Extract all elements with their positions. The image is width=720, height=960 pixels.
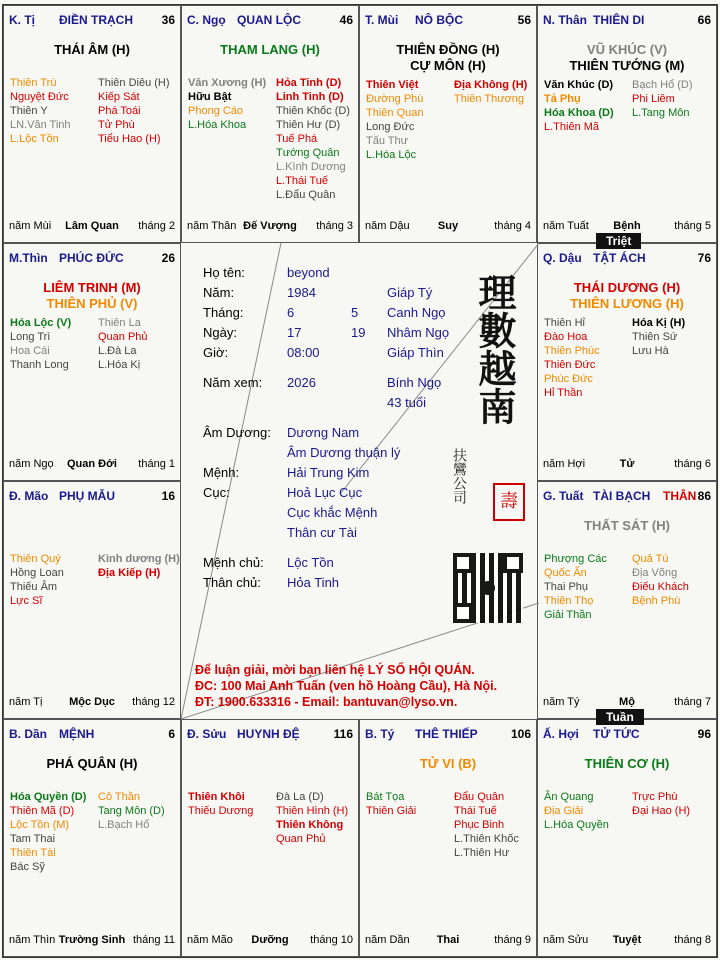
right-star-column: [632, 552, 689, 608]
palace-name: TỬ TỨC: [593, 727, 640, 741]
minor-star: Thiên Không: [276, 819, 344, 831]
minor-star: Phục Binh: [454, 819, 505, 831]
left-star-column: [366, 78, 423, 162]
minor-star: L.Lộc Tồn: [10, 133, 59, 145]
dai-han-number: 76: [697, 251, 711, 265]
year-label: Năm:: [203, 285, 235, 300]
thanchu-value: Hỏa Tinh: [287, 575, 340, 590]
minor-star: Hỏa Tinh (D): [276, 77, 342, 89]
minor-star: Thiên Tài: [10, 847, 56, 859]
minor-star: Thiên Việt: [366, 79, 419, 91]
life-stage: Bệnh: [613, 220, 641, 232]
palace-name: TẬT ÁCH: [593, 251, 646, 265]
viewyear-value: 2026: [287, 375, 316, 390]
minor-star: Tấu Thư: [366, 135, 409, 147]
palace-header: [187, 13, 353, 29]
minor-star: Thiếu Âm: [10, 581, 58, 593]
palace-name: HUYNH ĐỆ: [237, 727, 300, 741]
minor-star: L.Bạch Hổ: [98, 819, 150, 831]
main-star: THÁI DƯƠNG (H): [573, 280, 681, 295]
minor-star: Phúc Đức: [544, 373, 593, 385]
minor-star: Giải Thần: [544, 609, 592, 621]
palace-footer: [365, 934, 531, 948]
main-star: THIÊN LƯƠNG (H): [570, 296, 684, 311]
branch-label: G. Tuất: [543, 489, 584, 503]
minor-star: Quả Tú: [632, 553, 669, 565]
minor-star: Long Trì: [10, 331, 51, 343]
minor-star: Quan Phủ: [98, 331, 148, 343]
right-star-column: [632, 78, 693, 120]
minor-star: Ân Quang: [544, 791, 594, 803]
branch-label: M.Thìn: [9, 251, 48, 265]
viewyear-label: Năm xem:: [203, 375, 263, 390]
main-star: TỬ VI (B): [419, 756, 477, 771]
palace-name: THÊ THIẾP: [415, 727, 478, 741]
minor-star: Đường Phù: [366, 93, 424, 105]
year-label: năm Dậu: [365, 220, 410, 232]
palace-cell-than[interactable]: [537, 5, 717, 243]
month-label: tháng 12: [132, 696, 175, 708]
palace-name: THIÊN DI: [593, 13, 645, 27]
minor-star: Thanh Long: [10, 359, 69, 371]
left-star-column: [366, 790, 416, 818]
palace-header: [9, 251, 175, 267]
month-label: tháng 2: [138, 220, 175, 232]
triet-tag: Triệt: [596, 233, 641, 249]
left-star-column: [544, 316, 600, 400]
dai-han-number: 16: [161, 489, 175, 503]
minor-star: Thiên La: [98, 317, 141, 329]
amduong-note: Âm Dương thuận lý: [287, 445, 401, 460]
palace-footer: [543, 696, 711, 710]
minor-star: Tướng Quân: [276, 147, 340, 159]
palace-footer: [9, 696, 175, 710]
name-value: beyond: [287, 265, 330, 280]
minor-star: Địa Không (H): [454, 79, 528, 91]
amduong-label: Âm Dương:: [203, 425, 271, 440]
year-label: năm Tuất: [543, 220, 589, 232]
minor-star: Hóa Khoa (D): [544, 107, 614, 119]
minor-star: L.Thiên Hư: [454, 847, 510, 859]
palace-header: [9, 489, 175, 505]
minor-star: Phá Toái: [98, 105, 141, 117]
year-label: năm Mùi: [9, 220, 52, 232]
branch-label: C. Ngọ: [187, 13, 226, 27]
age-value: 43 tuổi: [387, 395, 427, 410]
minor-star: L.Thiên Mã: [544, 121, 600, 133]
month-label: tháng 8: [674, 934, 711, 946]
left-star-column: [544, 552, 607, 622]
minor-star: Thai Phụ: [544, 581, 589, 593]
palace-cell-thin[interactable]: [3, 243, 181, 481]
minor-star: Thiên Trù: [10, 77, 57, 89]
month-label: tháng 4: [494, 220, 531, 232]
name-label: Họ tên:: [203, 265, 245, 280]
left-star-column: [10, 552, 64, 608]
palace-cell-tuat[interactable]: [537, 481, 717, 719]
palace-cell-dau[interactable]: [537, 243, 717, 481]
minor-star: L.Thái Tuế: [276, 175, 328, 187]
life-stage: Thai: [436, 934, 460, 946]
palace-name: TÀI BẠCH: [593, 489, 651, 503]
life-stage: Mộ: [619, 696, 635, 708]
minor-star: Thiếu Dương: [188, 805, 254, 817]
main-star: THIÊN TƯỚNG (M): [569, 58, 685, 73]
minor-star: LN.Văn Tinh: [10, 119, 71, 131]
minor-star: L.Tang Môn: [632, 107, 690, 119]
minor-star: Bệnh Phù: [632, 595, 681, 607]
month-lunar: 6: [287, 305, 295, 320]
dai-han-number: 106: [510, 727, 531, 741]
left-star-column: [10, 790, 86, 874]
life-stage: Tử: [619, 458, 635, 470]
phone-email-line[interactable]: ĐT: 1900.633316 - Email: bantuvan@lyso.vn.: [195, 695, 458, 709]
minor-star: Hóa Quyền (D): [10, 791, 87, 803]
palace-header: [9, 13, 175, 29]
palace-header: [543, 489, 711, 505]
month-label: tháng 6: [674, 458, 711, 470]
minor-star: Địa Kiếp (H): [98, 567, 161, 579]
year-canchi: Giáp Tý: [387, 285, 433, 300]
palace-name: PHÚC ĐỨC: [59, 251, 124, 265]
main-star: LIÊM TRINH (M): [43, 280, 141, 295]
minor-star: Thiên Thọ: [544, 595, 594, 607]
minor-star: Lực Sĩ: [10, 595, 43, 607]
left-star-column: [544, 790, 609, 832]
minor-star: L.Đà La: [98, 345, 137, 357]
minor-star: Hoa Cái: [10, 345, 50, 357]
minor-star: Thiên Y: [10, 105, 48, 117]
palace-header: [543, 727, 711, 743]
minor-star: Tả Phụ: [544, 93, 581, 105]
dai-han-number: 36: [161, 13, 175, 27]
minor-star: Điếu Khách: [632, 581, 689, 593]
minor-star: L.Hóa Khoa: [188, 119, 247, 131]
minor-star: Bát Tọa: [366, 791, 405, 803]
minor-star: Bạch Hổ (D): [632, 79, 693, 91]
dai-han-number: 56: [517, 13, 531, 27]
minor-star: Quan Phủ: [276, 833, 326, 845]
palace-footer: [543, 458, 711, 472]
horoscope-chart: [2, 4, 718, 958]
minor-star: Lộc Tồn (M): [10, 819, 70, 831]
main-star: CỰ MÔN (H): [410, 58, 486, 73]
minor-star: Địa Võng: [632, 567, 678, 579]
right-star-column: [454, 790, 519, 860]
palace-name: NÔ BỘC: [415, 13, 463, 27]
life-stage: Lâm Quan: [65, 220, 119, 232]
branch-label: B. Dần: [9, 727, 48, 741]
year-label: năm Tý: [543, 696, 580, 708]
palace-cell-hoi[interactable]: [537, 719, 717, 957]
palace-cell-mui[interactable]: [359, 5, 537, 243]
right-star-column: [98, 790, 165, 832]
palace-cell-suu[interactable]: [181, 719, 359, 957]
qr-code[interactable]: [453, 553, 523, 623]
minor-star: Phong Cáo: [188, 105, 244, 117]
minor-star: Thiên Quan: [366, 107, 424, 119]
hour-canchi: Giáp Thìn: [387, 345, 444, 360]
palace-cell-ti[interactable]: [3, 5, 181, 243]
thanchu-label: Thân chủ:: [203, 575, 261, 590]
palace-cell-ty[interactable]: [359, 719, 537, 957]
life-stage: Trường Sinh: [58, 934, 126, 946]
year-label: năm Hợi: [543, 458, 586, 470]
minor-star: Tang Môn (D): [98, 805, 165, 817]
dai-han-number: 96: [697, 727, 711, 741]
right-star-column: [98, 552, 180, 580]
minor-star: Tuế Phá: [276, 133, 318, 145]
center-info-panel: [181, 243, 539, 719]
month-canchi: Canh Ngọ: [387, 305, 446, 320]
hour-label: Giờ:: [203, 345, 229, 360]
minor-star: Hồng Loan: [10, 567, 64, 579]
palace-footer: [9, 220, 175, 234]
cuc-label: Cục:: [203, 485, 230, 500]
minor-star: Thiên Sứ: [632, 331, 678, 343]
year-label: năm Mão: [187, 934, 233, 946]
palace-name: MỆNH: [59, 727, 95, 741]
red-seal: 壽: [493, 483, 525, 521]
main-star: THIÊN PHỦ (V): [46, 296, 138, 311]
minor-star: Địa Giải: [544, 805, 584, 817]
day-label: Ngày:: [203, 325, 237, 340]
branch-label: K. Tị: [9, 13, 35, 27]
right-star-column: [632, 790, 690, 818]
branch-label: B. Tý: [365, 727, 395, 741]
minor-star: Thiên Đức: [544, 359, 596, 371]
minor-star: Tiểu Hao (H): [98, 133, 161, 145]
minor-star: Cô Thần: [98, 791, 140, 803]
minor-star: Hữu Bật: [188, 91, 232, 103]
address-line: ĐC: 100 Mai Anh Tuấn (ven hồ Hoàng Cầu), Hà Nội.: [195, 679, 498, 693]
palace-header: [365, 13, 531, 29]
main-star: VŨ KHÚC (V): [586, 42, 668, 57]
month-label: tháng 9: [494, 934, 531, 946]
than-position: Thân cư Tài: [287, 525, 357, 540]
minor-star: Thiên Quý: [10, 553, 61, 565]
life-stage: Đế Vượng: [243, 220, 297, 232]
minor-star: Bác Sỹ: [10, 861, 45, 873]
minor-star: Phượng Các: [544, 553, 607, 565]
minor-star: Thái Tuế: [454, 805, 497, 817]
minor-star: Phi Liêm: [632, 93, 675, 105]
month-label: tháng 5: [674, 220, 711, 232]
left-star-column: [10, 76, 71, 146]
month-label: tháng 10: [310, 934, 353, 946]
year-label: năm Sửu: [543, 934, 589, 946]
company-seal-text: 扶鸞公司: [451, 448, 467, 504]
palace-footer: [543, 220, 711, 234]
month-label: tháng 7: [674, 696, 711, 708]
minor-star: Kiếp Sát: [98, 91, 140, 103]
dai-han-number: 116: [333, 727, 353, 741]
than-marker: THÂN: [663, 489, 697, 503]
minor-star: Kình dương (H): [98, 553, 180, 565]
branch-label: N. Thân: [543, 13, 587, 27]
left-star-column: [188, 76, 266, 132]
dai-han-number: 6: [168, 727, 175, 741]
minor-star: Thiên Mã (D): [10, 805, 75, 817]
contact-line: Để luận giải, mời bạn liên hệ LÝ SỐ HỘI QUÁN.: [195, 663, 475, 677]
minor-star: Linh Tinh (D): [276, 91, 344, 103]
main-star: THẤT SÁT (H): [584, 518, 670, 533]
year-label: năm Thìn: [9, 934, 56, 946]
life-stage: Dưỡng: [251, 934, 289, 946]
month-label: tháng 11: [132, 934, 175, 946]
minor-star: Thiên Hình (H): [276, 805, 349, 817]
palace-footer: [187, 220, 353, 234]
year-value: 1984: [287, 285, 316, 300]
day-solar: 19: [351, 325, 366, 340]
minor-star: Đẩu Quân: [454, 791, 505, 803]
right-star-column: [98, 316, 148, 372]
life-stage: Mộc Dục: [69, 696, 115, 708]
menhchu-value: Lộc Tồn: [287, 555, 334, 570]
main-star: PHÁ QUÂN (H): [46, 756, 138, 771]
branch-label: Ấ. Hợi: [543, 727, 579, 741]
tuan-tag: Tuần: [596, 709, 644, 725]
life-stage: Quan Đới: [67, 458, 117, 470]
palace-footer: [9, 458, 175, 472]
life-stage: Tuyệt: [612, 934, 642, 946]
palace-header: [543, 251, 711, 267]
day-lunar: 17: [287, 325, 302, 340]
minor-star: Thiên Khốc (D): [276, 105, 350, 117]
palace-footer: [543, 934, 711, 948]
minor-star: L.Hóa Lộc: [366, 149, 417, 161]
menhchu-label: Mệnh chủ:: [203, 555, 264, 570]
main-star: THÁI ÂM (H): [54, 42, 130, 57]
minor-star: L.Thiên Khốc: [454, 833, 519, 845]
right-star-column: [98, 76, 170, 146]
minor-star: Thiên Thương: [454, 93, 525, 105]
minor-star: Trực Phù: [632, 791, 678, 803]
month-solar: 5: [351, 305, 359, 320]
left-star-column: [544, 78, 614, 134]
minor-star: Thiên Giải: [366, 805, 417, 817]
minor-star: Long Đức: [366, 121, 415, 133]
minor-star: Đại Hao (H): [632, 805, 691, 817]
dai-han-number: 66: [697, 13, 711, 27]
right-star-column: [632, 316, 685, 358]
minor-star: Hóa Kị (H): [632, 317, 686, 329]
minor-star: Thiên Hỉ: [544, 317, 585, 329]
minor-star: Văn Xương (H): [188, 77, 267, 89]
life-stage: Suy: [437, 220, 459, 232]
cuc-value: Hoả Lục Cục: [287, 485, 363, 500]
main-star: THAM LANG (H): [220, 42, 320, 57]
minor-star: Hóa Lộc (V): [10, 317, 72, 329]
month-label: Tháng:: [203, 305, 244, 320]
left-star-column: [10, 316, 71, 372]
minor-star: L.Đẩu Quân: [276, 189, 336, 201]
branch-label: T. Mùi: [365, 13, 399, 27]
palace-name: QUAN LỘC: [237, 13, 301, 27]
day-canchi: Nhâm Ngọ: [387, 325, 450, 340]
minor-star: Thiên Diêu (H): [98, 77, 170, 89]
year-label: năm Thân: [187, 220, 237, 232]
minor-star: Lưu Hà: [632, 345, 669, 357]
palace-cell-ngo[interactable]: [181, 5, 359, 243]
amduong-value: Dương Nam: [287, 425, 360, 440]
palace-footer: [365, 220, 531, 234]
dai-han-number: 26: [161, 251, 175, 265]
palace-footer: [187, 934, 353, 948]
main-star: THIÊN ĐỒNG (H): [396, 42, 500, 57]
minor-star: Thiên Khôi: [188, 791, 245, 803]
palace-header: [365, 727, 531, 743]
minor-star: Thiên Phúc: [544, 345, 600, 357]
minor-star: L.Hóa Kị: [98, 359, 141, 371]
cuc-relation: Cục khắc Mệnh: [287, 505, 378, 520]
left-star-column: [188, 790, 253, 818]
calligraphy-logo: 理數越南: [472, 273, 517, 425]
minor-star: Đà La (D): [276, 791, 324, 803]
palace-header: [187, 727, 353, 743]
month-label: tháng 1: [138, 458, 175, 470]
palace-header: [543, 13, 711, 29]
minor-star: Văn Khúc (D): [544, 79, 614, 91]
minor-star: Tử Phù: [98, 119, 135, 131]
branch-label: Q. Dậu: [543, 251, 582, 265]
month-label: tháng 3: [316, 220, 353, 232]
dai-han-number: 46: [339, 13, 353, 27]
minor-star: Hỉ Thần: [544, 387, 583, 399]
palace-footer: [9, 934, 175, 948]
palace-header: [9, 727, 175, 743]
palace-name: ĐIỀN TRẠCH: [59, 13, 133, 27]
hour-value: 08:00: [287, 345, 320, 360]
right-star-column: [276, 790, 348, 846]
minor-star: Đào Hoa: [544, 331, 588, 343]
palace-cell-dan[interactable]: [3, 719, 181, 957]
main-star: THIÊN CƠ (H): [584, 756, 670, 771]
minor-star: Thiên Hư (D): [276, 119, 341, 131]
right-star-column: [454, 78, 527, 106]
minor-star: Quốc Ấn: [544, 567, 587, 579]
right-star-column: [276, 76, 350, 202]
menh-value: Hải Trung Kim: [287, 465, 370, 480]
branch-label: Đ. Sửu: [187, 727, 227, 741]
minor-star: Nguyệt Đức: [10, 91, 69, 103]
palace-name: PHỤ MẪU: [59, 489, 115, 503]
year-label: năm Ngọ: [9, 458, 54, 470]
minor-star: Tam Thai: [10, 833, 56, 845]
minor-star: L.Hóa Quyền: [544, 819, 609, 831]
year-label: năm Dần: [365, 934, 410, 946]
branch-label: Đ. Mão: [9, 489, 49, 503]
palace-cell-mao[interactable]: [3, 481, 181, 719]
dai-han-number: 86: [697, 489, 711, 503]
viewyear-canchi: Bính Ngọ: [387, 375, 442, 390]
minor-star: L.Kình Dương: [276, 161, 346, 173]
menh-label: Mệnh:: [203, 465, 240, 480]
year-label: năm Tị: [9, 696, 43, 708]
